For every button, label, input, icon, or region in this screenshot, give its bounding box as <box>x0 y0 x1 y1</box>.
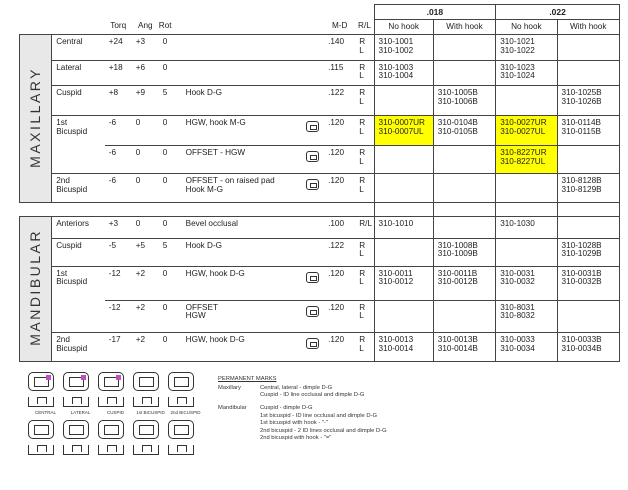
part-number: 310-8031 310-8032 <box>496 300 557 332</box>
table-row <box>20 238 620 266</box>
legend-brackets-row-1 <box>28 372 228 394</box>
part-number: 310-0013B 310-0014B <box>433 333 495 362</box>
bracket-cell <box>300 116 324 146</box>
part-number: 310-1010 <box>374 217 433 238</box>
legend-bases-row-1 <box>28 394 228 410</box>
part-number: 310-0031B 310-0032B <box>557 266 619 300</box>
caption-cuspid: CUSPID <box>106 410 124 415</box>
table-row <box>20 174 620 203</box>
bracket-cell <box>300 86 324 116</box>
bracket-cell <box>300 217 324 238</box>
bracket-cell <box>300 146 324 174</box>
tooth-name <box>52 300 105 332</box>
bracket-cell <box>300 174 324 203</box>
table-row <box>20 217 620 238</box>
lateral-bracket-icon <box>63 372 89 391</box>
torque-value: +8 <box>105 86 132 116</box>
caption-central: CENTRAL <box>34 410 56 415</box>
permanent-marks-title: PERMANENT MARKS <box>218 376 277 382</box>
angulation-value: 0 <box>132 146 159 174</box>
mandibular-anterior-bracket-icon <box>28 420 54 439</box>
tooth-name: Cuspid <box>52 238 105 266</box>
part-number <box>433 146 495 174</box>
md-header: M-D <box>331 21 348 31</box>
table-row <box>20 116 620 146</box>
bracket-icon <box>306 151 319 162</box>
description: Bevel occlusal <box>182 217 301 238</box>
mandibular-cuspid-base-icon <box>98 445 124 455</box>
torque-value: -6 <box>105 116 132 146</box>
md-value: .140 <box>324 35 355 61</box>
torque-value: +24 <box>105 35 132 61</box>
rotation-value: 5 <box>159 86 182 116</box>
caption-first-bicuspid: 1st BICUSPID <box>136 410 165 415</box>
table-row <box>20 266 620 300</box>
bracket-cell <box>300 300 324 332</box>
part-number <box>374 300 433 332</box>
tooth-name: 1st Bicuspid <box>52 116 105 146</box>
bracket-icon <box>306 306 319 317</box>
table-row <box>20 86 620 116</box>
rotation-value: 0 <box>159 146 182 174</box>
part-number <box>557 35 619 61</box>
gauge-018-header: .018 <box>374 5 496 20</box>
part-number <box>374 238 433 266</box>
rotation-value: 0 <box>159 174 182 203</box>
tooth-name: 1st Bicuspid <box>52 266 105 300</box>
part-number <box>433 35 495 61</box>
table-row <box>20 35 620 61</box>
legend-brackets-row-2 <box>28 420 228 442</box>
cuspid-base-icon <box>98 397 124 407</box>
table-row <box>20 300 620 332</box>
permanent-marks <box>218 376 438 443</box>
caption-lateral: LATERAL <box>70 410 91 415</box>
rl-value: R L <box>355 35 374 61</box>
bracket-cell <box>300 333 324 362</box>
torque-value: -17 <box>105 333 132 362</box>
bracket-icon <box>306 121 319 132</box>
mandibular-section-label: MANDIBULAR <box>20 217 52 362</box>
tooth-name: Cuspid <box>52 86 105 116</box>
description: OFFSET - HGW <box>182 146 301 174</box>
angulation-value: +2 <box>132 300 159 332</box>
bracket-icon <box>306 272 319 283</box>
part-number <box>496 238 557 266</box>
with-hook-022-header: With hook <box>557 20 619 35</box>
first-bicuspid-bracket-icon <box>133 372 159 391</box>
part-number: 310-1021 310-1022 <box>496 35 557 61</box>
bracket-cell <box>300 266 324 300</box>
rl-value: R L <box>355 60 374 86</box>
tooth-name <box>52 146 105 174</box>
rotation-value: 0 <box>159 266 182 300</box>
tooth-name: 2nd Bicuspid <box>52 174 105 203</box>
mandibular-anterior-2-bracket-icon <box>63 420 89 439</box>
part-number: 310-1008B 310-1009B <box>433 238 495 266</box>
no-hook-022-header: No hook <box>496 20 557 35</box>
part-number: 310-8128B 310-8129B <box>557 174 619 203</box>
angulation-value: +3 <box>132 35 159 61</box>
mandibular-marks-key: Mandibular <box>218 404 247 411</box>
part-number: 310-1023 310-1024 <box>496 60 557 86</box>
table-row <box>20 60 620 86</box>
part-number <box>557 217 619 238</box>
part-number: 310-0104B 310-0105B <box>433 116 495 146</box>
part-number <box>557 146 619 174</box>
ang-header: Ang <box>137 21 153 31</box>
part-number <box>433 217 495 238</box>
tooth-name: Anteriors <box>52 217 105 238</box>
torque-value: -5 <box>105 238 132 266</box>
description: HGW, hook M-G <box>182 116 301 146</box>
part-number: 310-0033 310-0034 <box>496 333 557 362</box>
description: Hook D-G <box>182 238 301 266</box>
rl-value: R L <box>355 333 374 362</box>
part-number: 310-0011 310-0012 <box>374 266 433 300</box>
description: Hook D-G <box>182 86 301 116</box>
description: OFFSET - on raised pad Hook M-G <box>182 174 301 203</box>
part-number <box>433 60 495 86</box>
mandibular-marks-text: Cuspid - dimple D-G 1st bicuspid - ID line occlusal and dimple D-G 1st bicuspid with hook - "-" 2nd bicuspid - 2 ID lines occlusal and dimple D-G 2nd bicuspid with hook - "=" <box>260 404 387 442</box>
rl-value: R/L <box>355 217 374 238</box>
rl-value: R L <box>355 146 374 174</box>
rotation-value: 0 <box>159 300 182 332</box>
part-number <box>433 174 495 203</box>
rl-value: R L <box>355 266 374 300</box>
torq-header: Torq <box>110 21 127 31</box>
table-row <box>20 333 620 362</box>
no-hook-018-header: No hook <box>374 20 433 35</box>
angulation-value: 0 <box>132 217 159 238</box>
with-hook-018-header: With hook <box>433 20 495 35</box>
angulation-value: +2 <box>132 266 159 300</box>
rotation-value: 0 <box>159 60 182 86</box>
torque-value: -12 <box>105 300 132 332</box>
bracket-icon <box>306 338 319 349</box>
part-number: 310-1030 <box>496 217 557 238</box>
part-number: 310-1001 310-1002 <box>374 35 433 61</box>
first-bicuspid-base-icon <box>133 397 159 407</box>
legend-captions <box>28 410 228 420</box>
part-number <box>374 86 433 116</box>
md-value: .122 <box>324 238 355 266</box>
rotation-value: 0 <box>159 35 182 61</box>
rl-value: R L <box>355 86 374 116</box>
md-value: .120 <box>324 333 355 362</box>
rot-header: Rot <box>158 21 172 31</box>
torque-value: -12 <box>105 266 132 300</box>
part-number: 310-0031 310-0032 <box>496 266 557 300</box>
angulation-value: +5 <box>132 238 159 266</box>
description <box>182 35 301 61</box>
part-number: 310-0027UR 310-0027UL <box>496 116 557 146</box>
tooth-name: Lateral <box>52 60 105 86</box>
maxillary-section-label: MAXILLARY <box>20 35 52 203</box>
angulation-value: 0 <box>132 116 159 146</box>
bracket-cell <box>300 35 324 61</box>
second-bicuspid-base-icon <box>168 397 194 407</box>
md-value: .120 <box>324 146 355 174</box>
md-value: .115 <box>324 60 355 86</box>
central-base-icon <box>28 397 54 407</box>
maxillary-marks-text: Central, lateral - dimple D-G Cuspid - ID line occlusal and dimple D-G <box>260 384 365 399</box>
part-number: 310-8227UR 310-8227UL <box>496 146 557 174</box>
bracket-cell <box>300 60 324 86</box>
caption-second-bicuspid: 2nd BICUSPID <box>170 410 201 415</box>
md-value: .122 <box>324 86 355 116</box>
maxillary-marks-key: Maxillary <box>218 384 241 391</box>
tooth-name: 2nd Bicuspid <box>52 333 105 362</box>
part-number: 310-1003 310-1004 <box>374 60 433 86</box>
part-number <box>433 300 495 332</box>
rotation-value: 0 <box>159 333 182 362</box>
bracket-prescription-table <box>19 4 620 362</box>
angulation-value: 0 <box>132 174 159 203</box>
rl-value: R L <box>355 300 374 332</box>
bracket-icon <box>306 179 319 190</box>
gauge-022-header: .022 <box>496 5 620 20</box>
part-number <box>496 174 557 203</box>
part-number: 310-0114B 310-0115B <box>557 116 619 146</box>
description: OFFSET HGW <box>182 300 301 332</box>
md-value: .100 <box>324 217 355 238</box>
mandibular-anterior-2-base-icon <box>63 445 89 455</box>
mandibular-first-bicuspid-base-icon <box>133 445 159 455</box>
mandibular-second-bicuspid-bracket-icon <box>168 420 194 439</box>
part-number: 310-1025B 310-1026B <box>557 86 619 116</box>
mandibular-first-bicuspid-bracket-icon <box>133 420 159 439</box>
mandibular-cuspid-bracket-icon <box>98 420 124 439</box>
maxillary-marks <box>218 385 438 400</box>
torque-value: +18 <box>105 60 132 86</box>
rotation-value: 0 <box>159 217 182 238</box>
bracket-legend <box>28 372 228 487</box>
table-row <box>20 146 620 174</box>
part-number: 310-0013 310-0014 <box>374 333 433 362</box>
description: HGW, hook D-G <box>182 333 301 362</box>
mandibular-anterior-base-icon <box>28 445 54 455</box>
part-number <box>557 60 619 86</box>
description <box>182 60 301 86</box>
rl-value: R L <box>355 174 374 203</box>
tooth-name: Central <box>52 35 105 61</box>
mandibular-second-bicuspid-base-icon <box>168 445 194 455</box>
rl-header: R/L <box>358 21 371 31</box>
angulation-value: +9 <box>132 86 159 116</box>
rl-value: R L <box>355 116 374 146</box>
torque-value: -6 <box>105 146 132 174</box>
md-value: .120 <box>324 300 355 332</box>
angulation-value: +6 <box>132 60 159 86</box>
part-number <box>374 174 433 203</box>
md-value: .120 <box>324 116 355 146</box>
part-number <box>496 86 557 116</box>
mandibular-marks <box>218 405 438 443</box>
description: HGW, hook D-G <box>182 266 301 300</box>
md-value: .120 <box>324 266 355 300</box>
second-bicuspid-bracket-icon <box>168 372 194 391</box>
bracket-cell <box>300 238 324 266</box>
rl-value: R L <box>355 238 374 266</box>
md-value: .120 <box>324 174 355 203</box>
part-number: 310-0011B 310-0012B <box>433 266 495 300</box>
cuspid-bracket-icon <box>98 372 124 391</box>
part-number: 310-1028B 310-1029B <box>557 238 619 266</box>
part-number: 310-0033B 310-0034B <box>557 333 619 362</box>
angulation-value: +2 <box>132 333 159 362</box>
part-number <box>557 300 619 332</box>
part-number: 310-1005B 310-1006B <box>433 86 495 116</box>
rotation-value: 0 <box>159 116 182 146</box>
lateral-base-icon <box>63 397 89 407</box>
part-number: 310-0007UR 310-0007UL <box>374 116 433 146</box>
torque-value: +3 <box>105 217 132 238</box>
torque-value: -6 <box>105 174 132 203</box>
part-number <box>374 146 433 174</box>
central-bracket-icon <box>28 372 54 391</box>
rotation-value: 5 <box>159 238 182 266</box>
legend-bases-row-2 <box>28 442 228 458</box>
